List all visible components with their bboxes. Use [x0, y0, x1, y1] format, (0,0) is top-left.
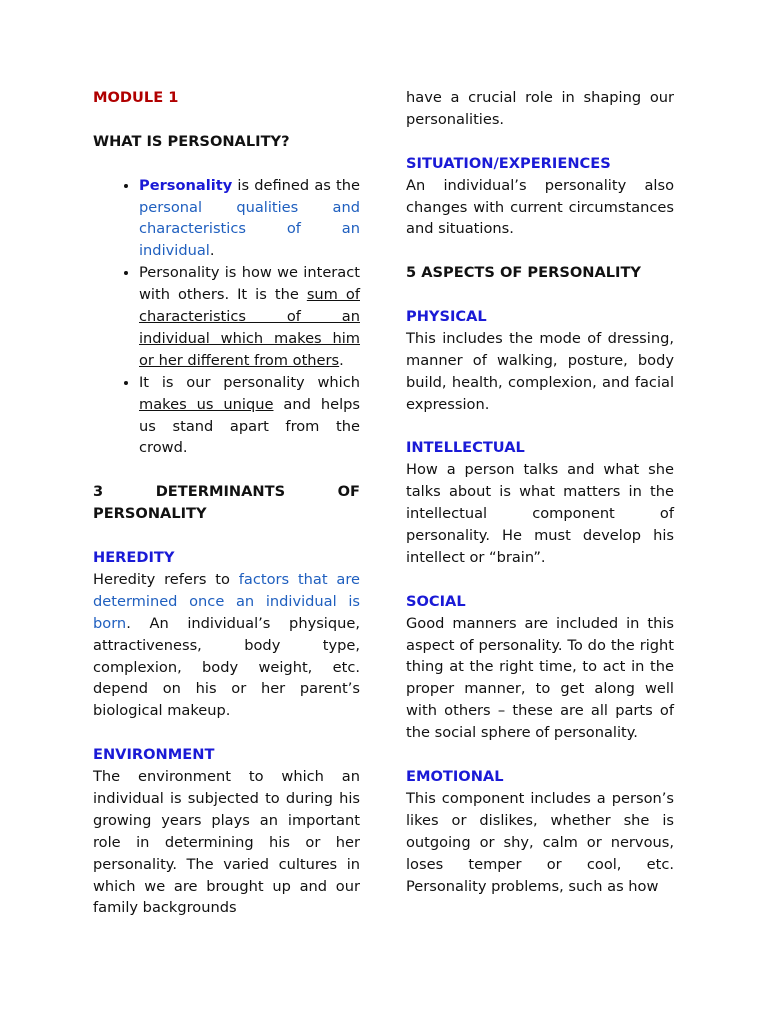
text-run: . — [339, 351, 344, 369]
text-run: . An individual’s physique, attractiveness, body type, complexion, body weight, etc. depend on his or her parent’s biological makeup. — [93, 614, 360, 720]
subheading: INTELLECTUAL — [406, 439, 525, 457]
underlined-text: makes us unique — [139, 395, 274, 413]
paragraph: Good manners are included in this aspect of personality. To do the right thing at the right time, to act in the proper manner, to get along well with others – these are all parts of the social sphere of personality. — [406, 614, 674, 742]
text-run: Personality is how we interact with others. It is the — [139, 264, 360, 304]
paragraph: The environment to which an individual is subjected to during his growing years plays an important role in determining his or her personality. The varied cultures in which we are brought up and our family backgrounds — [93, 768, 360, 917]
section-title: 5 ASPECTS OF PERSONALITY — [406, 264, 641, 282]
highlight-text: factors that are determined once an individual is born — [93, 570, 361, 632]
left-column — [93, 87, 360, 919]
paragraph — [93, 569, 360, 722]
section-title: WHAT IS PERSONALITY? — [93, 132, 290, 150]
subheading: PHYSICAL — [406, 308, 487, 326]
subheading: SOCIAL — [406, 592, 466, 610]
paragraph: How a person talks and what she talks about is what matters in the intellectual component of personality. He must develop his intellect or “brain”. — [406, 461, 674, 566]
text-run: . — [209, 242, 215, 260]
text-run: and helps us stand apart from the crowd. — [139, 395, 360, 457]
subheading: EMOTIONAL — [406, 768, 504, 785]
underlined-text: sum of characteristics of an individual which makes him or her different from others — [139, 286, 360, 369]
highlight-text: personal qualities and characteristics of an individual — [139, 198, 360, 260]
text-run: Heredity refers to — [93, 570, 239, 588]
paragraph: have a crucial role in shaping our personalities. — [406, 89, 674, 128]
paragraph: An individual’s personality also changes with current circumstances and situations. — [406, 176, 674, 238]
subheading: ENVIRONMENT — [93, 746, 215, 764]
section-title: 3 DETERMINANTS OF PERSONALITY — [93, 483, 360, 523]
right-column — [406, 87, 674, 897]
subheading: HEREDITY — [93, 548, 175, 566]
paragraph: This includes the mode of dressing, manner of walking, posture, body build, health, complexion, and facial expression. — [406, 329, 674, 413]
list-item — [139, 262, 360, 372]
paragraph: This component includes a person’s likes or dislikes, whether she is outgoing or shy, calm or nervous, loses temper or cool, etc. Personality problems, such as how — [406, 789, 674, 895]
definition-list — [93, 175, 360, 460]
list-item — [139, 372, 360, 460]
module-label: MODULE 1 — [93, 89, 179, 106]
term-highlight: Personality — [139, 176, 233, 194]
text-run: is defined as the — [232, 176, 360, 194]
subheading: SITUATION/EXPERIENCES — [406, 154, 611, 172]
text-run: It is our personality which — [139, 373, 360, 391]
list-item — [139, 175, 360, 263]
